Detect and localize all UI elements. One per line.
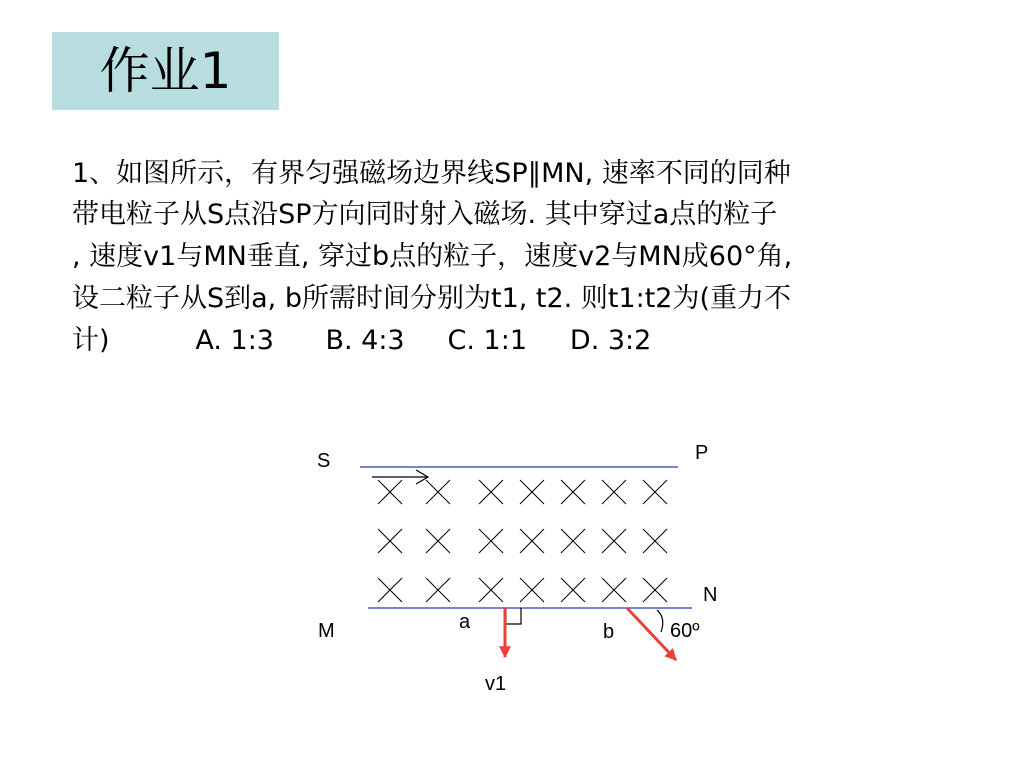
label-m: M: [318, 620, 335, 642]
question-line-3: , 速度v1与MN垂直, 穿过b点的粒子，速度v2与MN成60°角,: [72, 241, 793, 272]
field-cross: [378, 529, 402, 553]
field-cross: [520, 529, 544, 553]
label-b: b: [603, 621, 615, 643]
angle-arc: [657, 610, 663, 632]
field-cross: [643, 480, 667, 504]
field-cross: [479, 578, 503, 602]
label-n: N: [703, 584, 718, 606]
field-cross: [561, 529, 585, 553]
field-cross: [426, 529, 450, 553]
label-v1: v1: [485, 673, 507, 695]
field-cross: [602, 529, 626, 553]
field-cross: [602, 480, 626, 504]
field-cross: [378, 480, 402, 504]
field-cross-marks: [378, 480, 667, 602]
field-cross: [426, 480, 450, 504]
field-cross: [520, 480, 544, 504]
label-a: a: [459, 611, 471, 633]
field-cross: [561, 480, 585, 504]
v2-arrow: [627, 608, 676, 660]
question-line-1: 1、如图所示，有界匀强磁场边界线SP∥MN, 速率不同的同种: [72, 158, 791, 189]
right-angle-mark: [506, 608, 521, 624]
field-cross: [479, 529, 503, 553]
field-cross: [426, 578, 450, 602]
field-cross: [561, 578, 585, 602]
field-cross: [602, 578, 626, 602]
field-cross: [643, 578, 667, 602]
field-cross: [520, 578, 544, 602]
field-cross: [643, 529, 667, 553]
field-cross: [378, 578, 402, 602]
question-line-2: 带电粒子从S点沿SP方向同时射入磁场. 其中穿过a点的粒子: [72, 199, 778, 230]
question-line-5: 计) A. 1:3 B. 4:3 C. 1:1 D. 3:2: [72, 325, 652, 356]
page-title: 作业1: [99, 42, 232, 100]
label-p: P: [695, 442, 709, 464]
field-cross: [479, 480, 503, 504]
label-angle: 60º: [670, 620, 700, 642]
question-line-4: 设二粒子从S到a, b所需时间分别为t1, t2. 则t1:t2为(重力不: [72, 283, 792, 314]
label-s: S: [317, 450, 331, 472]
